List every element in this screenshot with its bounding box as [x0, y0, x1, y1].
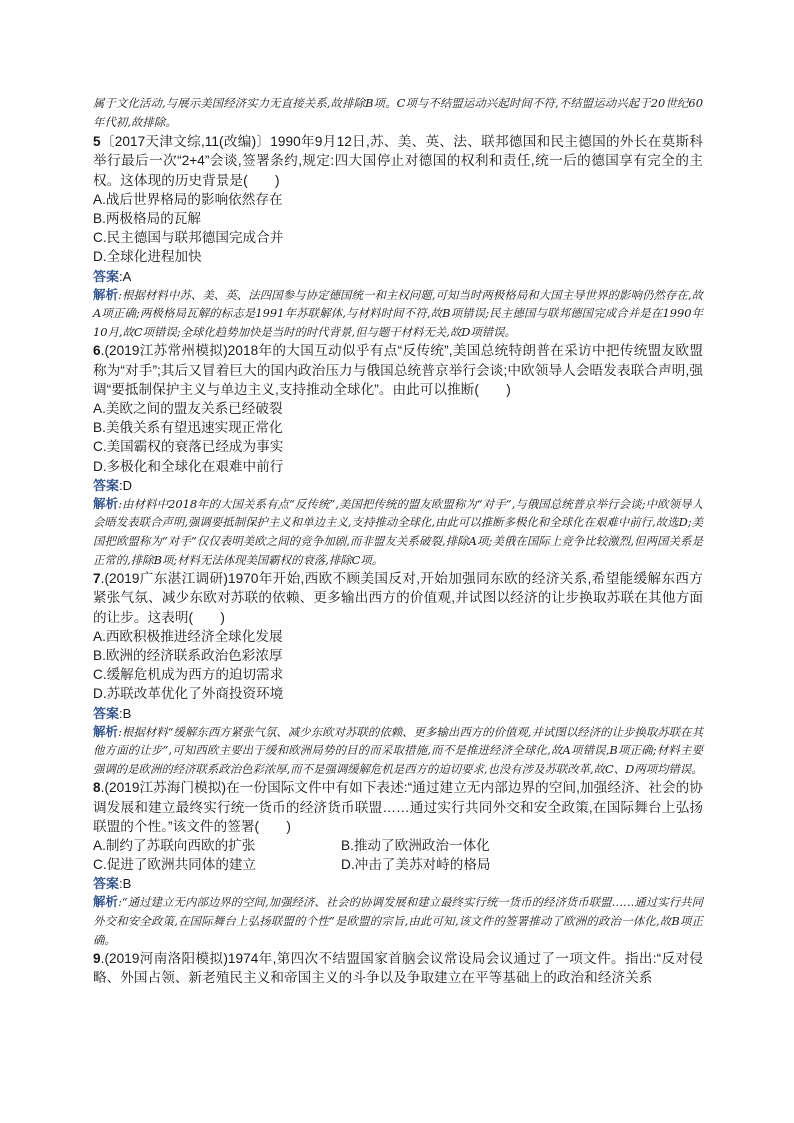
explanation-text: :根据材料中苏、美、英、法四国参与协定德国统一和主权问题,可知当时两极格局和大国主导世界的影响仍然存在,故A项正确;两极格局瓦解的标志是1991年苏联解体,与材料时间不符,故B项错误;民主德国与联邦德国完成合并是在1990年10月,故C项错误;全球化趋势加快是当时的时代背景,但与题干材料无关,故D项错误。 — [93, 287, 703, 339]
question-text: 2018年的大国互动似乎有点“反传统”,美国总统特朗普在采访中把传统盟友欧盟称为“对手”;其后又冒着巨大的国内政治压力与俄国总统普京举行会谈;中欧领导人会晤发表联合声明,强调“要抵制保护主义与单边主义,支持推动全球化”。由此可以推断( ) — [93, 343, 703, 397]
explanation — [93, 495, 703, 569]
document-page — [93, 94, 703, 988]
option-b: B.两极格局的瓦解 — [93, 211, 201, 226]
question-stem — [93, 949, 703, 987]
intro-explanation-continued: 属于文化活动,与展示美国经济实力无直接关系,故排除B项。C项与不结盟运动兴起时间不符,不结盟运动兴起于20世纪60年代初,故排除。 — [93, 96, 703, 129]
question-number: 9 — [93, 951, 101, 967]
question-stem — [93, 132, 703, 190]
option-a: A.制约了苏联向西欧的扩张 — [93, 838, 256, 853]
option-b: B.欧洲的经济联系政治色彩浓厚 — [93, 648, 283, 663]
answer-label: 答案 — [93, 705, 120, 721]
answer-label: 答案 — [93, 876, 120, 892]
answer-line — [93, 704, 703, 723]
question-stem — [93, 569, 703, 627]
question-source: .(2019河南洛阳模拟) — [100, 951, 228, 967]
question-9 — [93, 949, 703, 987]
answer-label: 答案 — [93, 268, 120, 284]
question-6 — [93, 341, 703, 569]
explanation-text: :“通过建立无内部边界的空间,加强经济、社会的协调发展和建立最终实行统一货币的经济货币联盟……通过实行共同外交和安全政策,在国际舞台上弘扬联盟的个性”是欧盟的宗旨,由此可知,该文件的签署推动了欧洲的政治一体化,故B项正确。 — [93, 895, 703, 947]
question-text: 1970年开始,西欧不顾美国反对,开始加强同东欧的经济关系,希望能缓解东西方紧张气氛、减少东欧对苏联的依赖、更多输出西方的价值观,并试图以经济的让步换取苏联在其他方面的让步。这表明( ) — [93, 571, 703, 625]
option-c: C.美国霸权的衰落已经成为事实 — [93, 439, 284, 455]
answer-line — [93, 874, 703, 893]
answer-label: 答案 — [93, 477, 120, 493]
question-source: .(2019广东湛江调研) — [100, 571, 228, 587]
answer-line — [93, 267, 703, 286]
option-c: C.促进了欧洲共同体的建立 — [93, 857, 257, 873]
option-a: A.西欧积极推进经济全球化发展 — [93, 628, 283, 644]
option-d: D.多极化和全球化在艰难中前行 — [93, 458, 284, 474]
option-c: C.民主德国与联邦德国完成合并 — [93, 230, 284, 246]
question-stem — [93, 341, 703, 399]
answer-value: :B — [119, 876, 132, 892]
explanation-text: :由材料中2018年的大国关系有点“反传统”,美国把传统的盟友欧盟称为“对手”,与俄国总统普京举行会谈;中欧领导人会晤发表联合声明,强调要抵制保护主义和单边主义,支持推动全球化,由此可以推断多极化和全球化在艰难中前行,故选D;美国把欧盟称为“对手”仅仅表明美欧之间的竞争加剧,而非盟友关系破裂,排除A项;美俄在国际上竞争比较激烈,但两国关系是正常的,排除B项;材料无法体现美国霸权的衰落,排除C项。 — [93, 496, 703, 567]
question-number: 5 — [93, 134, 101, 150]
explanation-label: 解析 — [93, 724, 119, 739]
answer-line — [93, 476, 703, 495]
answer-value: :A — [119, 268, 132, 284]
explanation — [93, 286, 703, 342]
explanation-label: 解析 — [93, 895, 119, 910]
explanation-label: 解析 — [93, 287, 119, 302]
question-text: 1974年,第四次不结盟国家首脑会议常设局会议通过了一项文件。指出:“反对侵略、外国占领、新老殖民主义和帝国主义的斗争以及争取建立在平等基础上的政治和经济关系 — [93, 951, 703, 986]
question-number: 7 — [93, 571, 101, 587]
option-d: D.苏联改革优化了外商投资环境 — [93, 686, 284, 702]
question-source: .(2019江苏海门模拟) — [100, 780, 227, 796]
question-7 — [93, 569, 703, 778]
options-row-1 — [93, 836, 703, 855]
answer-value: :B — [119, 705, 132, 721]
option-a: A.美欧之间的盟友关系已经破裂 — [93, 401, 283, 416]
option-b: B.推动了欧洲政治一体化 — [341, 838, 490, 853]
question-5 — [93, 132, 703, 341]
question-8 — [93, 778, 703, 949]
question-source: 〔2017天津文综,11(改编)〕 — [100, 134, 271, 150]
explanation — [93, 723, 703, 779]
question-text: 1990年9月12日,苏、美、英、法、联邦德国和民主德国的外长在莫斯科举行最后一次“2+4”会谈,签署条约,规定:四大国停止对德国的权利和责任,统一后的德国享有完全的主权。这体现的历史背景是( ) — [93, 134, 703, 188]
question-text: 在一份国际文件中有如下表述:“通过建立无内部边界的空间,加强经济、社会的协调发展和建立最终实行统一货币的经济货币联盟……通过实行共同外交和安全政策,在国际舞台上弘扬联盟的个性。”该文件的签署( ) — [93, 780, 703, 834]
question-number: 8 — [93, 780, 101, 796]
question-stem — [93, 778, 703, 836]
question-source: .(2019江苏常州模拟) — [100, 343, 228, 359]
question-number: 6 — [93, 343, 101, 359]
explanation-text: :根据材料“缓解东西方紧张气氛、减少东欧对苏联的依赖、更多输出西方的价值观,并试图以经济的让步换取苏联在其他方面的让步”,可知西欧主要出于缓和欧洲局势的目的而采取措施,而不是推进经济全球化,故A项错误,B项正确;材料主要强调的是欧洲的经济联系政治色彩浓厚,而不是强调缓解危机是西方的迫切要求,也没有涉及苏联改革,故C、D两项均错误。 — [93, 724, 703, 776]
answer-value: :D — [119, 477, 133, 493]
option-c: C.缓解危机成为西方的迫切需求 — [93, 667, 284, 683]
options-row-2 — [93, 855, 703, 874]
option-d: D.冲击了美苏对峙的格局 — [341, 857, 491, 873]
option-b: B.美俄关系有望迅速实现正常化 — [93, 420, 283, 436]
option-d: D.全球化进程加快 — [93, 249, 202, 265]
explanation — [93, 893, 703, 949]
option-a: A.战后世界格局的影响依然存在 — [93, 191, 283, 207]
explanation-label: 解析 — [93, 496, 119, 511]
